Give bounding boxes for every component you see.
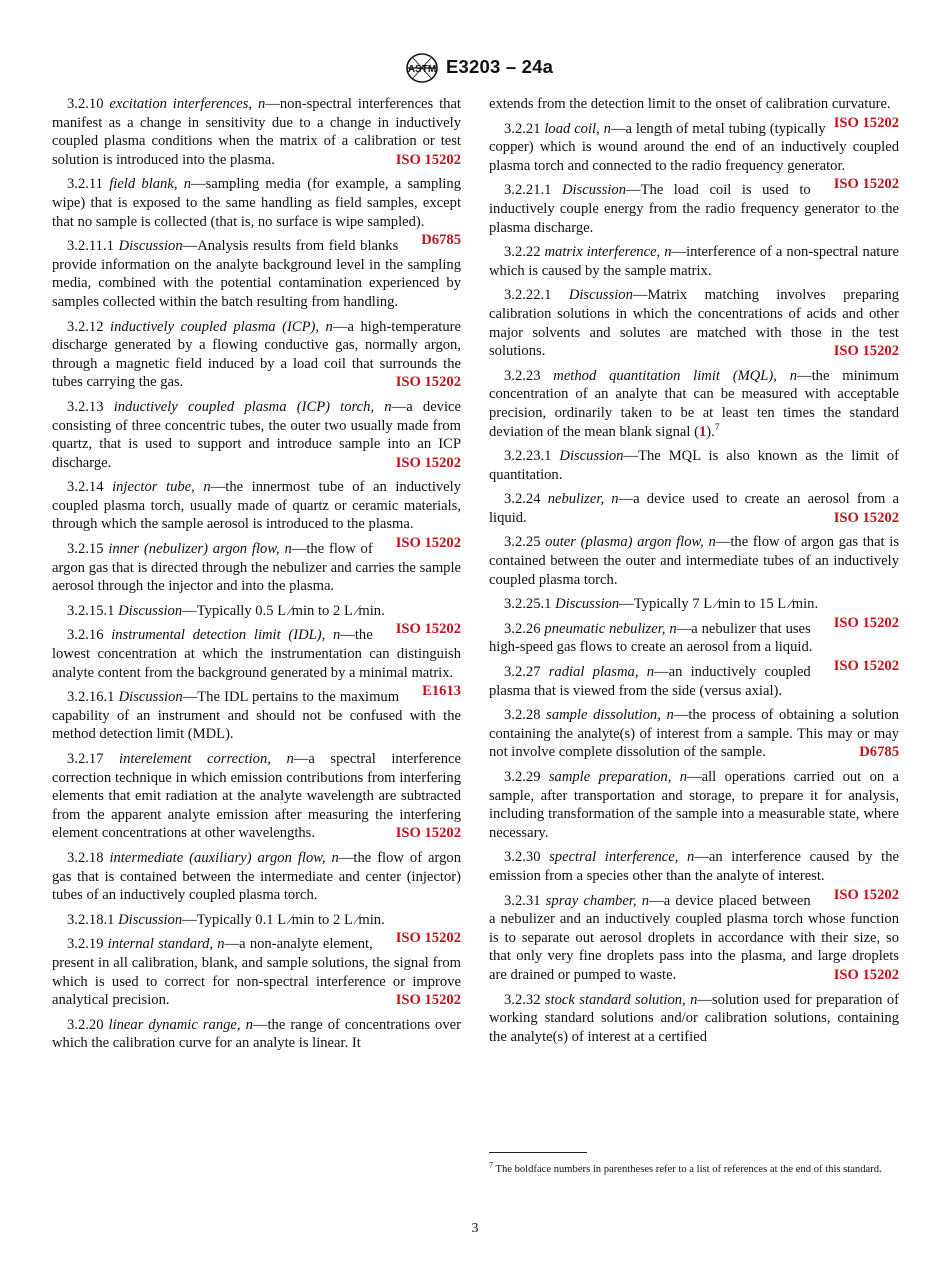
reference-link[interactable]: ISO 15202 bbox=[395, 930, 461, 947]
reference-link[interactable]: ISO 15202 bbox=[833, 114, 899, 131]
reference-link[interactable]: ISO 15202 bbox=[833, 614, 899, 631]
definition-3-2-15: 3.2.15 inner (nebulizer) argon flow, n—the flow of argon gas that is directed through the nebulizer and carries the sample aerosol through the injector and into the plasma. bbox=[52, 541, 461, 595]
reference-link[interactable]: ISO 15202 bbox=[395, 535, 461, 552]
definition-3-2-15-1: 3.2.15.1 Discussion—Typically 0.5 L ⁄min to 2 L ⁄min. ISO 15202 bbox=[67, 602, 461, 638]
definition-3-2-28: 3.2.28 sample dissolution, n—the process of obtaining a solution containing the analyte(s) of interest from a sample. This may or may not involve complete dissolution of the sample. D6785 bbox=[489, 707, 899, 761]
definition-3-2-16: 3.2.16 instrumental detection limit (IDL), n—the lowest concentration at which the instrumentation can distinguish analyte content from the background generated by a minimal matrix. E1613 bbox=[52, 627, 461, 700]
definition-3-2-19: 3.2.19 internal standard, n—a non-analyte element, present in all calibration, blank, and sample solutions, the signal from which is used to correct for non-spectral interference or improve analytical precision. ISO 15202 bbox=[52, 936, 461, 1009]
citation-link[interactable]: 1 bbox=[698, 423, 707, 440]
reference-link[interactable]: ISO 15202 bbox=[395, 374, 461, 391]
reference-link[interactable]: ISO 15202 bbox=[395, 992, 461, 1009]
footnote: $^7$ The boldface numbers in parentheses refer to a list of references at the end of this standard. bbox=[489, 1160, 882, 1175]
reference-link[interactable]: ISO 15202 bbox=[833, 966, 899, 983]
definition-3-2-25: 3.2.25 outer (plasma) argon flow, n—the flow of argon gas that is contained between the outer and intermediate tubes of an inductively coupled plasma torch. bbox=[489, 534, 899, 588]
definition-3-2-11: 3.2.11 field blank, n—sampling media (for example, a sampling wipe) that is exposed to the same handling as field samples, except that no sample is collected (that is, no surface is wipe sampled). D6785 bbox=[52, 176, 461, 249]
definition-3-2-14: 3.2.14 injector tube, n—the innermost tube of an inductively coupled plasma torch, usually made of quartz or ceramic materials, through which the sample aerosol is introduced to the plasma. ISO 15202 bbox=[52, 479, 462, 552]
definition-3-2-23-1: 3.2.23.1 Discussion—The MQL is also known as the limit of quantitation. bbox=[489, 448, 899, 483]
definition-3-2-20-continued: extends from the detection limit to the onset of calibration curvature. ISO 15202 bbox=[489, 96, 899, 131]
definition-3-2-32: 3.2.32 stock standard solution, n—solution used for preparation of working standard solutions and/or calibration solutions, containing the analyte(s) of interest at a certified bbox=[489, 991, 899, 1045]
astm-logo-icon bbox=[404, 52, 440, 84]
page-number: 3 bbox=[471, 1221, 479, 1236]
page-header bbox=[0, 50, 950, 86]
definition-3-2-18: 3.2.18 intermediate (auxiliary) argon flow, n—the flow of argon gas that is contained between the intermediate and center (injector) tubes of an inductively coupled plasma torch. bbox=[52, 849, 461, 904]
definition-3-2-21: 3.2.21 load coil, n—a length of metal tubing (typically copper) which is wound around the end of an inductively coupled plasma torch and connected to the radio frequency generator. ISO 15202 bbox=[489, 120, 899, 193]
definition-3-2-24: 3.2.24 nebulizer, n—a device used to create an aerosol from a liquid. ISO 15202 bbox=[489, 491, 899, 526]
definition-3-2-18-1: 3.2.18.1 Discussion—Typically 0.1 L ⁄min to 2 L ⁄min. ISO 15202 bbox=[67, 911, 461, 947]
reference-link[interactable]: ISO 15202 bbox=[833, 176, 899, 193]
definition-3-2-27: 3.2.27 radial plasma, n—an inductively coupled plasma that is viewed from the side (versus axial). bbox=[489, 664, 811, 699]
standard-designation: E3203 – 24a bbox=[446, 56, 554, 77]
definition-3-2-12: 3.2.12 inductively coupled plasma (ICP), n—a high-temperature discharge generated by a flowing conductive gas, normally argon, through a magnetic field induced by a load coil that surrounds the tubes carrying the gas. ISO 15202 bbox=[52, 318, 461, 391]
reference-link[interactable]: ISO 15202 bbox=[395, 825, 461, 842]
svg-text:ASTM: ASTM bbox=[407, 64, 437, 75]
definition-3-2-26: 3.2.26 pneumatic nebulizer, n—a nebulizer that uses high-speed gas flows to create an aerosol from a liquid. ISO 15202 bbox=[489, 620, 899, 675]
reference-link[interactable]: ISO 15202 bbox=[833, 343, 899, 360]
definition-3-2-25-1: 3.2.25.1 Discussion—Typically 7 L ⁄min to 15 L ⁄min. ISO 15202 bbox=[504, 596, 899, 631]
footnote-marker[interactable]: 7 bbox=[714, 422, 720, 433]
reference-link[interactable]: E1613 bbox=[422, 683, 461, 700]
left-column bbox=[52, 95, 461, 1059]
definition-3-2-13: 3.2.13 inductively coupled plasma (ICP) torch, n—a device consisting of three concentric tubes, the outer two usually made from quartz, that is used to support and introduce sample into an ICP discharge. ISO 15202 bbox=[52, 398, 461, 471]
definition-3-2-30: 3.2.30 spectral interference, n—an interference caused by the emission from a species other than the analyte of interest. ISO 15202 bbox=[489, 849, 899, 903]
definition-3-2-10: 3.2.10 excitation interferences, n—non-spectral interferences that manifest as a change in sensitivity due to a change in inductively coupled plasma conditions when the matrix of a calibration or test solution is introduced into the plasma. ISO 15202 bbox=[52, 96, 461, 168]
footnote-divider bbox=[489, 1152, 587, 1153]
definition-3-2-20: 3.2.20 linear dynamic range, n—the range of concentrations over which the calibration curve for an analyte is linear. It bbox=[52, 1016, 461, 1052]
definition-3-2-11-1: 3.2.11.1 Discussion—Analysis results from field blanks provide information on the analyte background level in the sampling media, combined with the potential contamination experienced by samples collected within the batch resulting from handling. bbox=[52, 238, 461, 310]
definition-3-2-23: 3.2.23 method quantitation limit (MQL), n—the minimum concentration of an analyte that can be measured with acceptable precision, ordinarily taken to be at least ten times the standard deviation of the mean blank signal (1).$^7$ bbox=[489, 367, 899, 440]
definition-3-2-17: 3.2.17 interelement correction, n—a spectral interference correction technique in which emission contributions from interfering elements that emit radiation at the analyte wavelength are subtracted from the apparent analyte emission after measuring the interfering element concentrations at other wavelengths. ISO 15202 bbox=[52, 751, 461, 842]
definition-3-2-16-1: 3.2.16.1 Discussion—The IDL pertains to the maximum capability of an instrument and should not be confused with the method detection limit (MDL). bbox=[52, 689, 461, 743]
reference-link[interactable]: ISO 15202 bbox=[833, 886, 899, 903]
reference-link[interactable]: ISO 15202 bbox=[395, 454, 461, 471]
reference-link[interactable]: D6785 bbox=[421, 232, 461, 249]
definition-3-2-22-1: 3.2.22.1 Discussion—Matrix matching involves preparing calibration solutions in which the concentrations of acids and other major solvents and solutes are matched with those in the test solutions. ISO 15202 bbox=[489, 287, 899, 360]
definition-3-2-21-1: 3.2.21.1 Discussion—The load coil is used to inductively couple energy from the radio frequency generator to the plasma discharge. bbox=[489, 182, 899, 236]
right-column bbox=[489, 95, 899, 1052]
reference-link[interactable]: ISO 15202 bbox=[395, 621, 461, 638]
definition-3-2-22: 3.2.22 matrix interference, n—interference of a non-spectral nature which is caused by the sample matrix. bbox=[489, 244, 899, 279]
reference-link[interactable]: ISO 15202 bbox=[833, 658, 899, 675]
reference-link[interactable]: ISO 15202 bbox=[395, 151, 461, 168]
reference-link[interactable]: D6785 bbox=[859, 744, 899, 761]
definition-3-2-31: 3.2.31 spray chamber, n—a device placed between a nebulizer and an inductively coupled plasma torch whose function is to separate out aerosol droplets in accordance with their size, so that only very fine droplets pass into the plasma, and large droplets are drained or pumped to waste. ISO 15202 bbox=[489, 892, 899, 983]
reference-link[interactable]: ISO 15202 bbox=[833, 509, 899, 526]
definition-3-2-29: 3.2.29 sample preparation, n—all operations carried out on a sample, after transportation and storage, to prepare it for analysis, including transformation of the sample into a measurable state, where necessary. bbox=[489, 769, 899, 841]
